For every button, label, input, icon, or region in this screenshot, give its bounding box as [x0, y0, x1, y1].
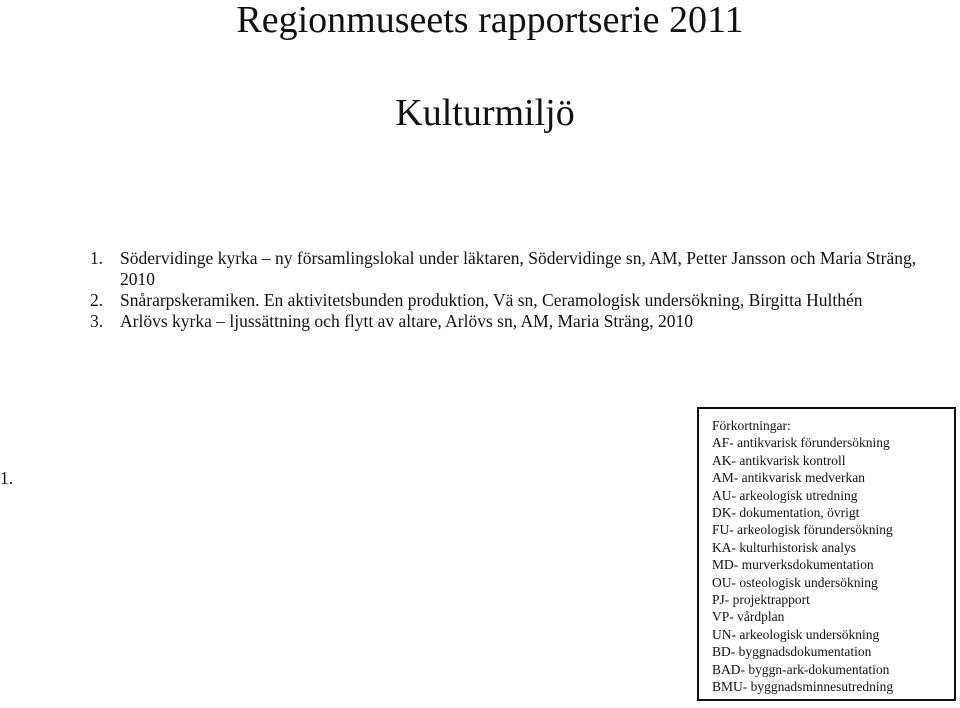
list-item-number: 3. [90, 311, 104, 331]
abbreviation-item: AK- antikvarisk kontroll [712, 452, 846, 468]
list-item-text: Södervidinge kyrka – ny församlingslokal under läktaren, Södervidinge sn, AM, Petter Jansson och Maria Sträng, 2010 [120, 248, 917, 289]
abbreviation-item: BAD- byggn-ark-dokumentation [712, 661, 890, 677]
list-item-number: 1. [90, 248, 104, 268]
page-title: Regionmuseets rapportserie 2011 [236, 0, 744, 41]
abbreviations-box [697, 407, 956, 701]
abbreviation-item: KA- kulturhistorisk analys [712, 539, 856, 555]
stray-list-number: 1. [0, 468, 14, 488]
abbreviation-item: BD- byggnadsdokumentation [712, 644, 872, 660]
report-list [90, 248, 920, 332]
abbreviation-item: UN- arkeologisk undersökning [712, 626, 880, 642]
list-item [90, 311, 920, 332]
abbreviation-item: PJ- projektrapport [712, 592, 810, 608]
abbreviation-item: VP- vårdplan [712, 609, 785, 625]
abbreviation-item: FU- arkeologisk förundersökning [712, 522, 893, 538]
abbreviation-item: AU- arkeologisk utredning [712, 487, 858, 503]
abbreviation-item: OU- osteologisk undersökning [712, 574, 878, 590]
abbreviation-item: AF- antikvarisk förundersökning [712, 435, 890, 451]
abbreviation-item: MD- murverksdokumentation [712, 557, 874, 573]
list-item-number: 2. [90, 290, 104, 310]
abbreviation-item: DK- dokumentation, övrigt [712, 505, 860, 521]
abbreviations-heading: Förkortningar: [712, 418, 791, 433]
abbreviation-item: BMU- byggnadsminnesutredning [712, 679, 894, 695]
abbreviation-item: AM- antikvarisk medverkan [712, 470, 865, 486]
list-item [90, 248, 920, 290]
page-subtitle: Kulturmiljö [395, 92, 575, 134]
list-item-text: Snårarpskeramiken. En aktivitetsbunden produktion, Vä sn, Ceramologisk undersökning, Birgitta Hulthén [120, 290, 863, 310]
list-item [90, 290, 920, 311]
list-item-text: Arlövs kyrka – ljussättning och flytt av altare, Arlövs sn, AM, Maria Sträng, 2010 [120, 311, 694, 331]
